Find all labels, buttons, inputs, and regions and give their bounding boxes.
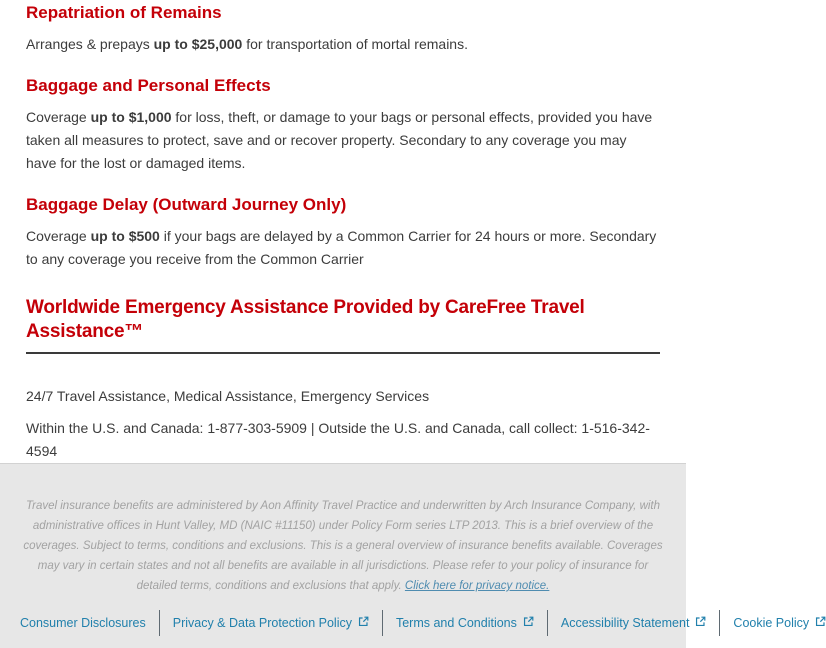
section-heading-baggage-delay: Baggage Delay (Outward Journey Only) <box>26 195 347 214</box>
footer-link-consumer-disclosures[interactable] <box>20 610 146 636</box>
coverage-amount: up to $1,000 <box>90 109 172 125</box>
body-text: Coverage <box>26 228 91 244</box>
footer-link-separator <box>719 610 720 636</box>
body-text: Coverage <box>26 109 91 125</box>
coverage-amount: up to $500 <box>90 228 160 244</box>
footer-link-separator <box>547 610 548 636</box>
section-baggage-delay <box>26 195 660 271</box>
external-link-icon <box>523 610 534 636</box>
section-repatriation <box>26 3 660 56</box>
body-text: for transportation of mortal remains. <box>242 36 468 52</box>
section-baggage-effects <box>26 76 660 175</box>
footer-links-nav <box>18 610 810 636</box>
footer-link-separator <box>159 610 160 636</box>
assistance-heading: Worldwide Emergency Assistance Provided by CareFree Travel Assistance™ <box>26 297 585 342</box>
footer-disclaimer <box>19 496 667 596</box>
section-body-repatriation <box>26 33 660 56</box>
disclaimer-text: Travel insurance benefits are administered by Aon Affinity Travel Practice and underwritten by Arch Insurance Company, with administrative offices in Hunt Valley, MD (NAIC #11150) under Policy Form series LTP 2013. This is a brief overview of the coverages. Subject to terms, conditions and exclusions. This is a general overview of insurance benefits available. Coverages may vary in certain states and not all benefits are available in all jurisdictions. Please refer to your policy of insurance for detailed terms, conditions and exclusions that apply. <box>23 500 663 592</box>
section-body-baggage-effects <box>26 106 660 175</box>
heading-underline-rule <box>26 352 660 354</box>
external-link-icon <box>815 610 826 636</box>
assistance-services-line: 24/7 Travel Assistance, Medical Assistance, Emergency Services <box>26 388 430 404</box>
privacy-notice-link[interactable]: Click here for privacy notice. <box>404 580 550 592</box>
footer-link-privacy-policy[interactable] <box>173 610 369 636</box>
external-link-icon <box>358 610 369 636</box>
footer-link-separator <box>382 610 383 636</box>
assistance-phone-line: Within the U.S. and Canada: 1-877-303-5909 | Outside the U.S. and Canada, call collect: 1-516-342-4594 <box>26 420 650 459</box>
body-text: Arranges & prepays <box>26 36 154 52</box>
footer-link-label: Accessibility Statement <box>560 616 690 630</box>
footer-link-label: Terms and Conditions <box>395 616 517 630</box>
page-footer <box>0 463 810 648</box>
section-emergency-assistance <box>26 296 660 463</box>
footer-link-label: Consumer Disclosures <box>20 616 146 630</box>
body-text: for loss, theft, or damage to your bags or personal effects, provided you have taken all measures to protect, save and or recover property. Secondary to any coverage you may have for the lost or damaged items. <box>26 109 653 171</box>
section-heading-repatriation: Repatriation of Remains <box>26 3 222 22</box>
external-link-icon <box>695 610 706 636</box>
body-text: if your bags are delayed by a Common Carrier for 24 hours or more. Secondary to any coverage you receive from the Common Carrier <box>26 228 657 267</box>
footer-link-terms-conditions[interactable] <box>396 610 534 636</box>
footer-link-cookie-policy[interactable] <box>733 610 826 636</box>
section-body-baggage-delay <box>26 225 660 271</box>
footer-link-label: Privacy & Data Protection Policy <box>172 616 352 630</box>
footer-link-label: Cookie Policy <box>733 616 810 630</box>
section-heading-baggage-effects: Baggage and Personal Effects <box>26 76 271 95</box>
footer-link-accessibility-statement[interactable] <box>561 610 707 636</box>
coverage-amount: up to $25,000 <box>153 36 243 52</box>
